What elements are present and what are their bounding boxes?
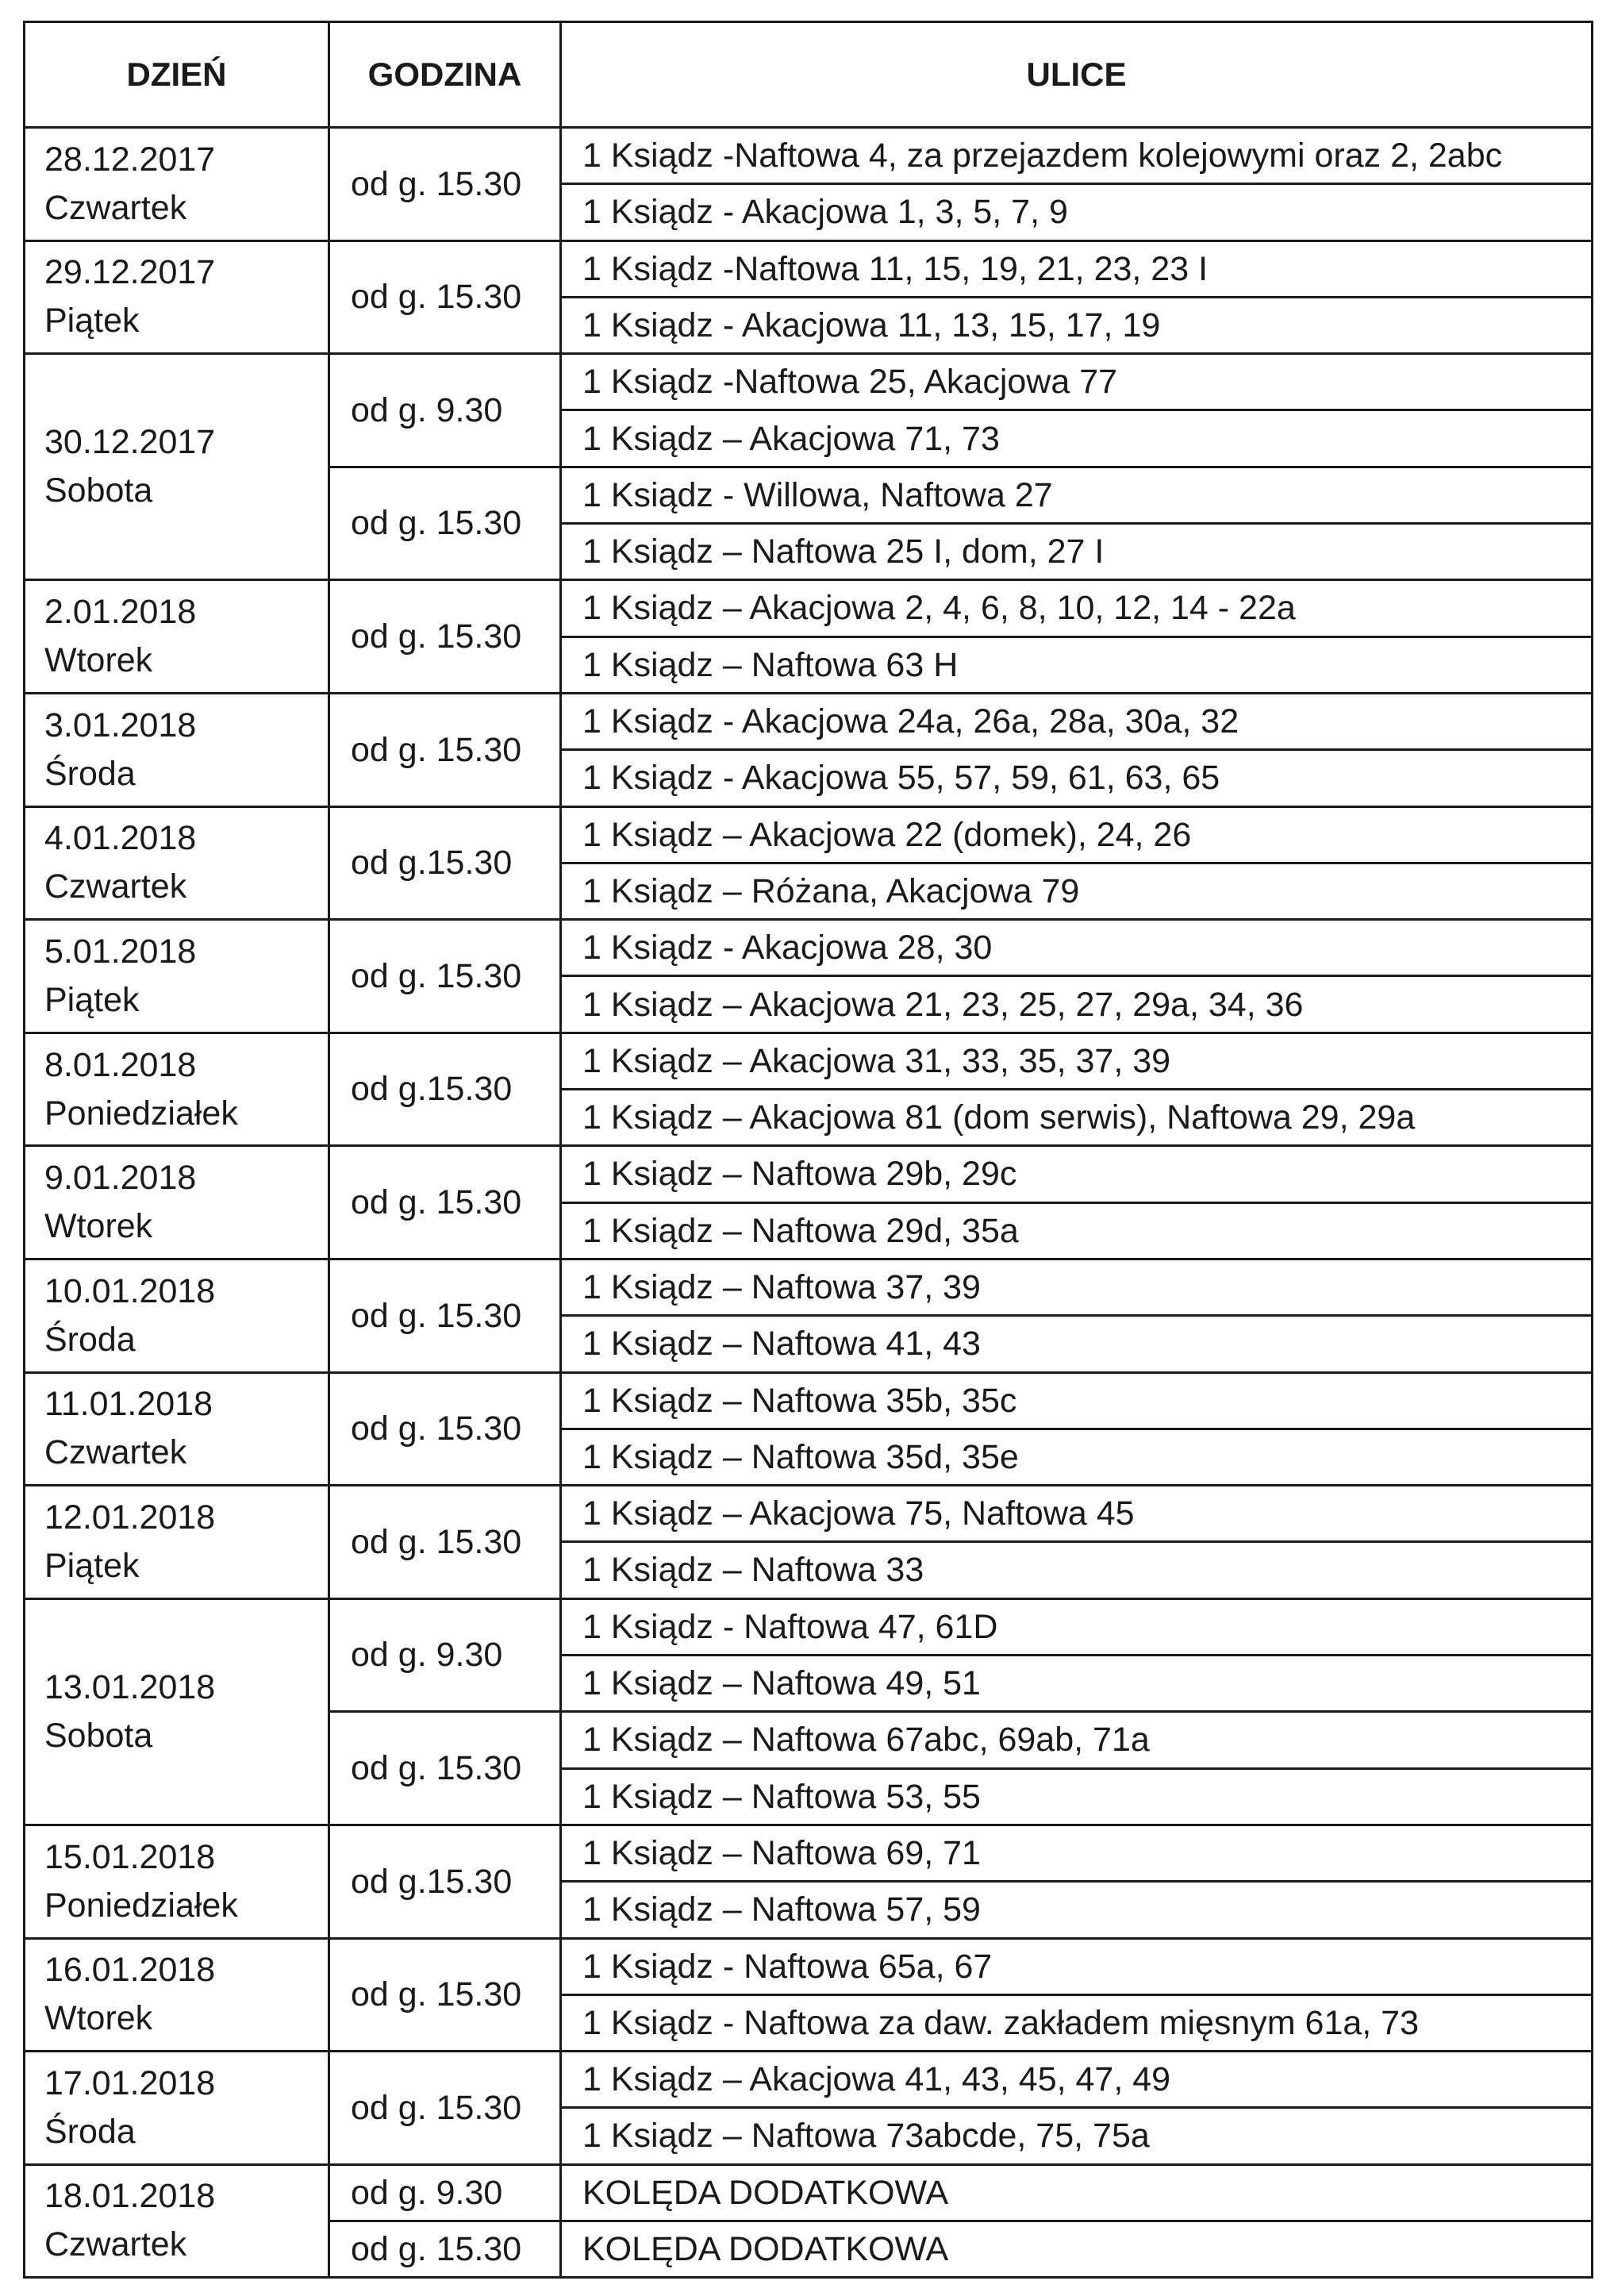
time-cell: od g. 15.30	[329, 1372, 561, 1486]
streets-cell: 1 Ksiądz – Akacjowa 75, Naftowa 45	[561, 1486, 1593, 1542]
table-row	[25, 128, 1593, 184]
streets-cell: 1 Ksiądz – Naftowa 33	[561, 1542, 1593, 1598]
date-label: 18.01.2018	[44, 2177, 216, 2216]
time-cell: od g.15.30	[329, 1825, 561, 1938]
date-label: 28.12.2017	[44, 140, 216, 179]
weekday-label: Wtorek	[44, 1207, 153, 1246]
streets-cell: 1 Ksiądz – Akacjowa 71, 73	[561, 410, 1593, 467]
table-row	[25, 806, 1593, 863]
table-row	[25, 1938, 1593, 1994]
table-row	[25, 1033, 1593, 1089]
table-body	[25, 128, 1593, 2278]
date-label: 30.12.2017	[44, 423, 216, 462]
streets-cell: 1 Ksiądz - Akacjowa 1, 3, 5, 7, 9	[561, 184, 1593, 240]
weekday-label: Sobota	[44, 1716, 153, 1755]
date-label: 9.01.2018	[44, 1159, 197, 1198]
table-header	[25, 22, 1593, 128]
streets-cell: 1 Ksiądz – Akacjowa 81 (dom serwis), Naftowa 29, 29a	[561, 1090, 1593, 1146]
day-cell	[25, 580, 329, 694]
streets-cell: 1 Ksiądz – Naftowa 29d, 35a	[561, 1202, 1593, 1259]
day-cell	[25, 1259, 329, 1372]
header-day: DZIEŃ	[25, 22, 329, 128]
streets-cell: KOLĘDA DODATKOWA	[561, 2221, 1593, 2277]
time-cell: od g. 15.30	[329, 467, 561, 580]
day-cell	[25, 2052, 329, 2165]
streets-cell: 1 Ksiądz – Naftowa 49, 51	[561, 1656, 1593, 1712]
day-cell	[25, 128, 329, 241]
weekday-label: Czwartek	[44, 188, 187, 227]
streets-cell: 1 Ksiądz – Akacjowa 31, 33, 35, 37, 39	[561, 1033, 1593, 1089]
date-label: 12.01.2018	[44, 1498, 216, 1536]
date-label: 17.01.2018	[44, 2063, 216, 2102]
weekday-label: Piątek	[44, 1546, 140, 1585]
day-cell	[25, 240, 329, 354]
date-label: 29.12.2017	[44, 253, 216, 292]
day-cell	[25, 1598, 329, 1825]
weekday-label: Wtorek	[44, 1999, 153, 2038]
date-label: 5.01.2018	[44, 932, 197, 971]
date-label: 13.01.2018	[44, 1667, 216, 1706]
time-cell: od g. 15.30	[329, 1712, 561, 1825]
schedule-table	[23, 21, 1593, 2279]
streets-cell: 1 Ksiądz – Naftowa 35b, 35c	[561, 1372, 1593, 1429]
weekday-label: Piątek	[44, 980, 140, 1019]
day-cell	[25, 920, 329, 1033]
table-row	[25, 693, 1593, 749]
streets-cell: 1 Ksiądz - Naftowa 65a, 67	[561, 1938, 1593, 1994]
streets-cell: 1 Ksiądz - Naftowa za daw. zakładem mięsnym 61a, 73	[561, 1994, 1593, 2051]
streets-cell: 1 Ksiądz – Naftowa 37, 39	[561, 1259, 1593, 1315]
date-label: 10.01.2018	[44, 1271, 216, 1310]
day-cell	[25, 1938, 329, 2052]
streets-cell: 1 Ksiądz - Willowa, Naftowa 27	[561, 467, 1593, 523]
weekday-label: Środa	[44, 1320, 136, 1359]
streets-cell: 1 Ksiądz – Różana, Akacjowa 79	[561, 863, 1593, 919]
streets-cell: 1 Ksiądz – Akacjowa 2, 4, 6, 8, 10, 12, 14 - 22a	[561, 580, 1593, 636]
streets-cell: 1 Ksiądz – Naftowa 69, 71	[561, 1825, 1593, 1881]
streets-cell: 1 Ksiądz - Akacjowa 55, 57, 59, 61, 63, 65	[561, 750, 1593, 806]
time-cell: od g. 15.30	[329, 2052, 561, 2165]
weekday-label: Piątek	[44, 302, 140, 340]
time-cell: od g.15.30	[329, 1033, 561, 1146]
streets-cell: 1 Ksiądz – Naftowa 41, 43	[561, 1316, 1593, 1372]
weekday-label: Środa	[44, 754, 136, 793]
weekday-label: Czwartek	[44, 867, 187, 906]
time-cell: od g. 15.30	[329, 1486, 561, 1599]
weekday-label: Sobota	[44, 471, 153, 510]
table-row	[25, 2164, 1593, 2221]
day-cell	[25, 1146, 329, 1260]
day-cell	[25, 1372, 329, 1486]
time-cell: od g. 15.30	[329, 693, 561, 806]
date-label: 16.01.2018	[44, 1951, 216, 1990]
date-label: 11.01.2018	[44, 1385, 213, 1424]
table-row	[25, 1825, 1593, 1881]
table-row	[25, 354, 1593, 410]
streets-cell: 1 Ksiądz – Naftowa 63 H	[561, 636, 1593, 693]
time-cell: od g. 15.30	[329, 2221, 561, 2277]
weekday-label: Czwartek	[44, 2225, 187, 2264]
date-label: 3.01.2018	[44, 706, 197, 744]
weekday-label: Czwartek	[44, 1433, 187, 1472]
streets-cell: 1 Ksiądz – Naftowa 25 I, dom, 27 I	[561, 524, 1593, 580]
streets-cell: 1 Ksiądz – Naftowa 35d, 35e	[561, 1429, 1593, 1485]
time-cell: od g. 15.30	[329, 1146, 561, 1260]
header-time: GODZINA	[329, 22, 561, 128]
table-row	[25, 1372, 1593, 1429]
table-row	[25, 1598, 1593, 1655]
date-label: 15.01.2018	[44, 1837, 216, 1876]
table-row	[25, 580, 1593, 636]
streets-cell: KOLĘDA DODATKOWA	[561, 2164, 1593, 2221]
streets-cell: 1 Ksiądz - Akacjowa 11, 13, 15, 17, 19	[561, 297, 1593, 353]
streets-cell: 1 Ksiądz - Akacjowa 28, 30	[561, 920, 1593, 976]
weekday-label: Poniedziałek	[44, 1886, 238, 1925]
table-row	[25, 1259, 1593, 1315]
time-cell: od g. 9.30	[329, 354, 561, 467]
streets-cell: 1 Ksiądz -Naftowa 4, za przejazdem kolejowymi oraz 2, 2abc	[561, 128, 1593, 184]
streets-cell: 1 Ksiądz -Naftowa 11, 15, 19, 21, 23, 23 I	[561, 240, 1593, 297]
time-cell: od g. 9.30	[329, 1598, 561, 1712]
header-row	[25, 22, 1593, 128]
day-cell	[25, 693, 329, 806]
table-row	[25, 240, 1593, 297]
streets-cell: 1 Ksiądz – Naftowa 57, 59	[561, 1882, 1593, 1938]
table-row	[25, 1486, 1593, 1542]
streets-cell: 1 Ksiądz - Naftowa 47, 61D	[561, 1598, 1593, 1655]
time-cell: od g. 15.30	[329, 1938, 561, 2052]
time-cell: od g. 15.30	[329, 240, 561, 354]
header-streets: ULICE	[561, 22, 1593, 128]
streets-cell: 1 Ksiądz – Akacjowa 41, 43, 45, 47, 49	[561, 2052, 1593, 2108]
day-cell	[25, 1486, 329, 1599]
streets-cell: 1 Ksiądz – Akacjowa 22 (domek), 24, 26	[561, 806, 1593, 863]
streets-cell: 1 Ksiądz – Naftowa 67abc, 69ab, 71a	[561, 1712, 1593, 1768]
streets-cell: 1 Ksiądz – Naftowa 53, 55	[561, 1768, 1593, 1825]
streets-cell: 1 Ksiądz – Naftowa 73abcde, 75, 75a	[561, 2108, 1593, 2164]
table-row	[25, 1146, 1593, 1202]
weekday-label: Środa	[44, 2112, 136, 2151]
date-label: 8.01.2018	[44, 1045, 197, 1084]
date-label: 2.01.2018	[44, 593, 197, 632]
day-cell	[25, 1033, 329, 1146]
streets-cell: 1 Ksiądz – Akacjowa 21, 23, 25, 27, 29a, 34, 36	[561, 976, 1593, 1033]
day-cell	[25, 1825, 329, 1938]
time-cell: od g. 15.30	[329, 920, 561, 1033]
table-row	[25, 920, 1593, 976]
table-row	[25, 2052, 1593, 2108]
day-cell	[25, 354, 329, 580]
day-cell	[25, 806, 329, 920]
time-cell: od g. 9.30	[329, 2164, 561, 2221]
time-cell: od g. 15.30	[329, 1259, 561, 1372]
weekday-label: Wtorek	[44, 641, 153, 680]
streets-cell: 1 Ksiądz – Naftowa 29b, 29c	[561, 1146, 1593, 1202]
weekday-label: Poniedziałek	[44, 1094, 238, 1133]
time-cell: od g. 15.30	[329, 580, 561, 694]
date-label: 4.01.2018	[44, 819, 197, 858]
streets-cell: 1 Ksiądz -Naftowa 25, Akacjowa 77	[561, 354, 1593, 410]
streets-cell: 1 Ksiądz - Akacjowa 24a, 26a, 28a, 30a, 32	[561, 693, 1593, 749]
time-cell: od g.15.30	[329, 806, 561, 920]
time-cell: od g. 15.30	[329, 128, 561, 241]
day-cell	[25, 2164, 329, 2278]
